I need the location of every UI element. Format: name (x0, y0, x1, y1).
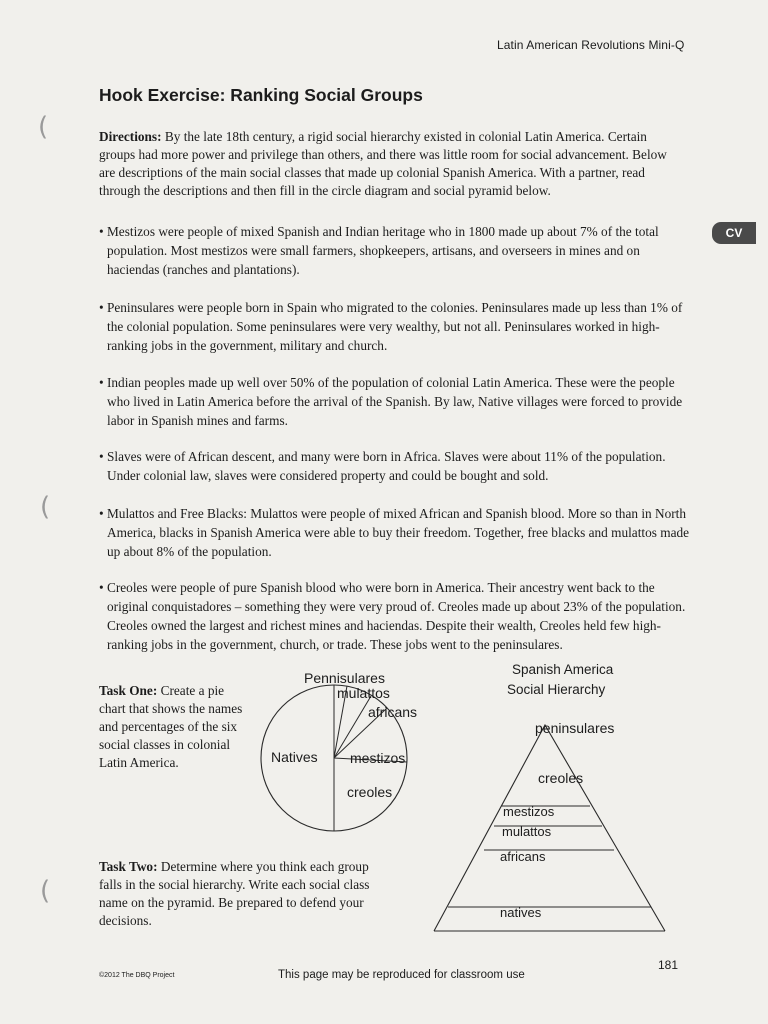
task-one-text: Create a pie chart that shows the names and percentages of the six social classes in colonial Latin America. (99, 683, 243, 770)
bullet-slaves: • Slaves were of African descent, and many were born in Africa. Slaves were about 11% of the population. Under colonial law, slaves were considered property and could be bought and sold. (99, 449, 666, 483)
cv-badge: CV (712, 222, 756, 244)
directions-label: Directions: (99, 129, 162, 144)
binder-hole-bottom-icon: ( (40, 876, 51, 906)
task-one-label: Task One: (99, 683, 158, 698)
binder-hole-top-icon: ( (38, 112, 49, 142)
pie-label-africans: africans (368, 704, 418, 720)
pyramid-label-peninsulares: peninsulares (535, 720, 615, 736)
footer-reproduce-note: This page may be reproduced for classroom use (278, 969, 525, 981)
bullet-indian-peoples: • Indian peoples made up well over 50% of the population of colonial Latin America. These were the people who lived in Latin America before the arrival of the Spanish. By law, Native villages were forced to provide labor in Spanish mines and farms. (99, 375, 683, 428)
directions-text: By the late 18th century, a rigid social hierarchy existed in colonial Latin America. Certain groups had more power and privilege than others, and there was little room for social advancement. Below are descriptions of the main social classes that made up colonial Spanish America. With a partner, read through the descriptions and then fill in the circle diagram and social pyramid below. (99, 129, 667, 198)
pie-label-mestizos: mestizos (350, 750, 406, 766)
pyramid-title-line1: Spanish America (512, 662, 614, 677)
pyramid-label-natives: natives (500, 905, 542, 920)
task-two-label: Task Two: (99, 859, 158, 874)
pie-label-mulattos: mulattos (337, 685, 390, 701)
social-pyramid (434, 662, 665, 931)
pie-label-creoles: creoles (347, 784, 393, 800)
running-head: Latin American Revolutions Mini-Q (497, 38, 685, 52)
footer-copyright: ©2012 The DBQ Project (99, 972, 175, 979)
pie-diagram (261, 670, 417, 831)
pyramid-label-mulattos: mulattos (502, 824, 552, 839)
bullet-mestizos: • Mestizos were people of mixed Spanish and Indian heritage who in 1800 made up about 7% of the total population. Most mestizos were small farmers, shopkeepers, artisans, and overseers in mines and on haciendas (ranches and plantations). (99, 224, 659, 277)
pie-label-pennisulares: Pennisulares (304, 670, 385, 686)
pyramid-label-africans: africans (500, 849, 546, 864)
binder-hole-middle-icon: ( (40, 492, 51, 522)
pie-label-natives: Natives (271, 749, 318, 765)
bullet-creoles: • Creoles were people of pure Spanish blood who were born in America. Their ancestry went back to the original conquistadores – something they were very proud of. Creoles made up about 23% of the population. Creoles owned the largest and richest mines and haciendas. Despite their wealth, Creoles held few high-ranking jobs in the government, church, or trade. These jobs went to the peninsulares. (99, 580, 686, 652)
bullet-mulattos-free-blacks: • Mulattos and Free Blacks: Mulattos were people of mixed African and Spanish blood. More so than in North America, blacks in Spanish America were able to buy their freedom. Together, free blacks and mulattos made up about 8% of the population. (99, 506, 690, 559)
pyramid-title-line2: Social Hierarchy (507, 682, 606, 697)
page-number: 181 (658, 958, 679, 972)
task-two-text: Determine where you think each group falls in the social hierarchy. Write each social class name on the pyramid. Be prepared to defend your decisions. (99, 859, 370, 928)
pyramid-label-mestizos: mestizos (503, 804, 555, 819)
bullet-peninsulares: • Peninsulares were people born in Spain who migrated to the colonies. Peninsulares made up less than 1% of the colonial population. Some peninsulares were very wealthy, but not all. Peninsulares worked in high-ranking jobs in the government, military and church. (99, 300, 683, 353)
pyramid-label-creoles: creoles (538, 770, 584, 786)
page-title: Hook Exercise: Ranking Social Groups (99, 85, 423, 105)
